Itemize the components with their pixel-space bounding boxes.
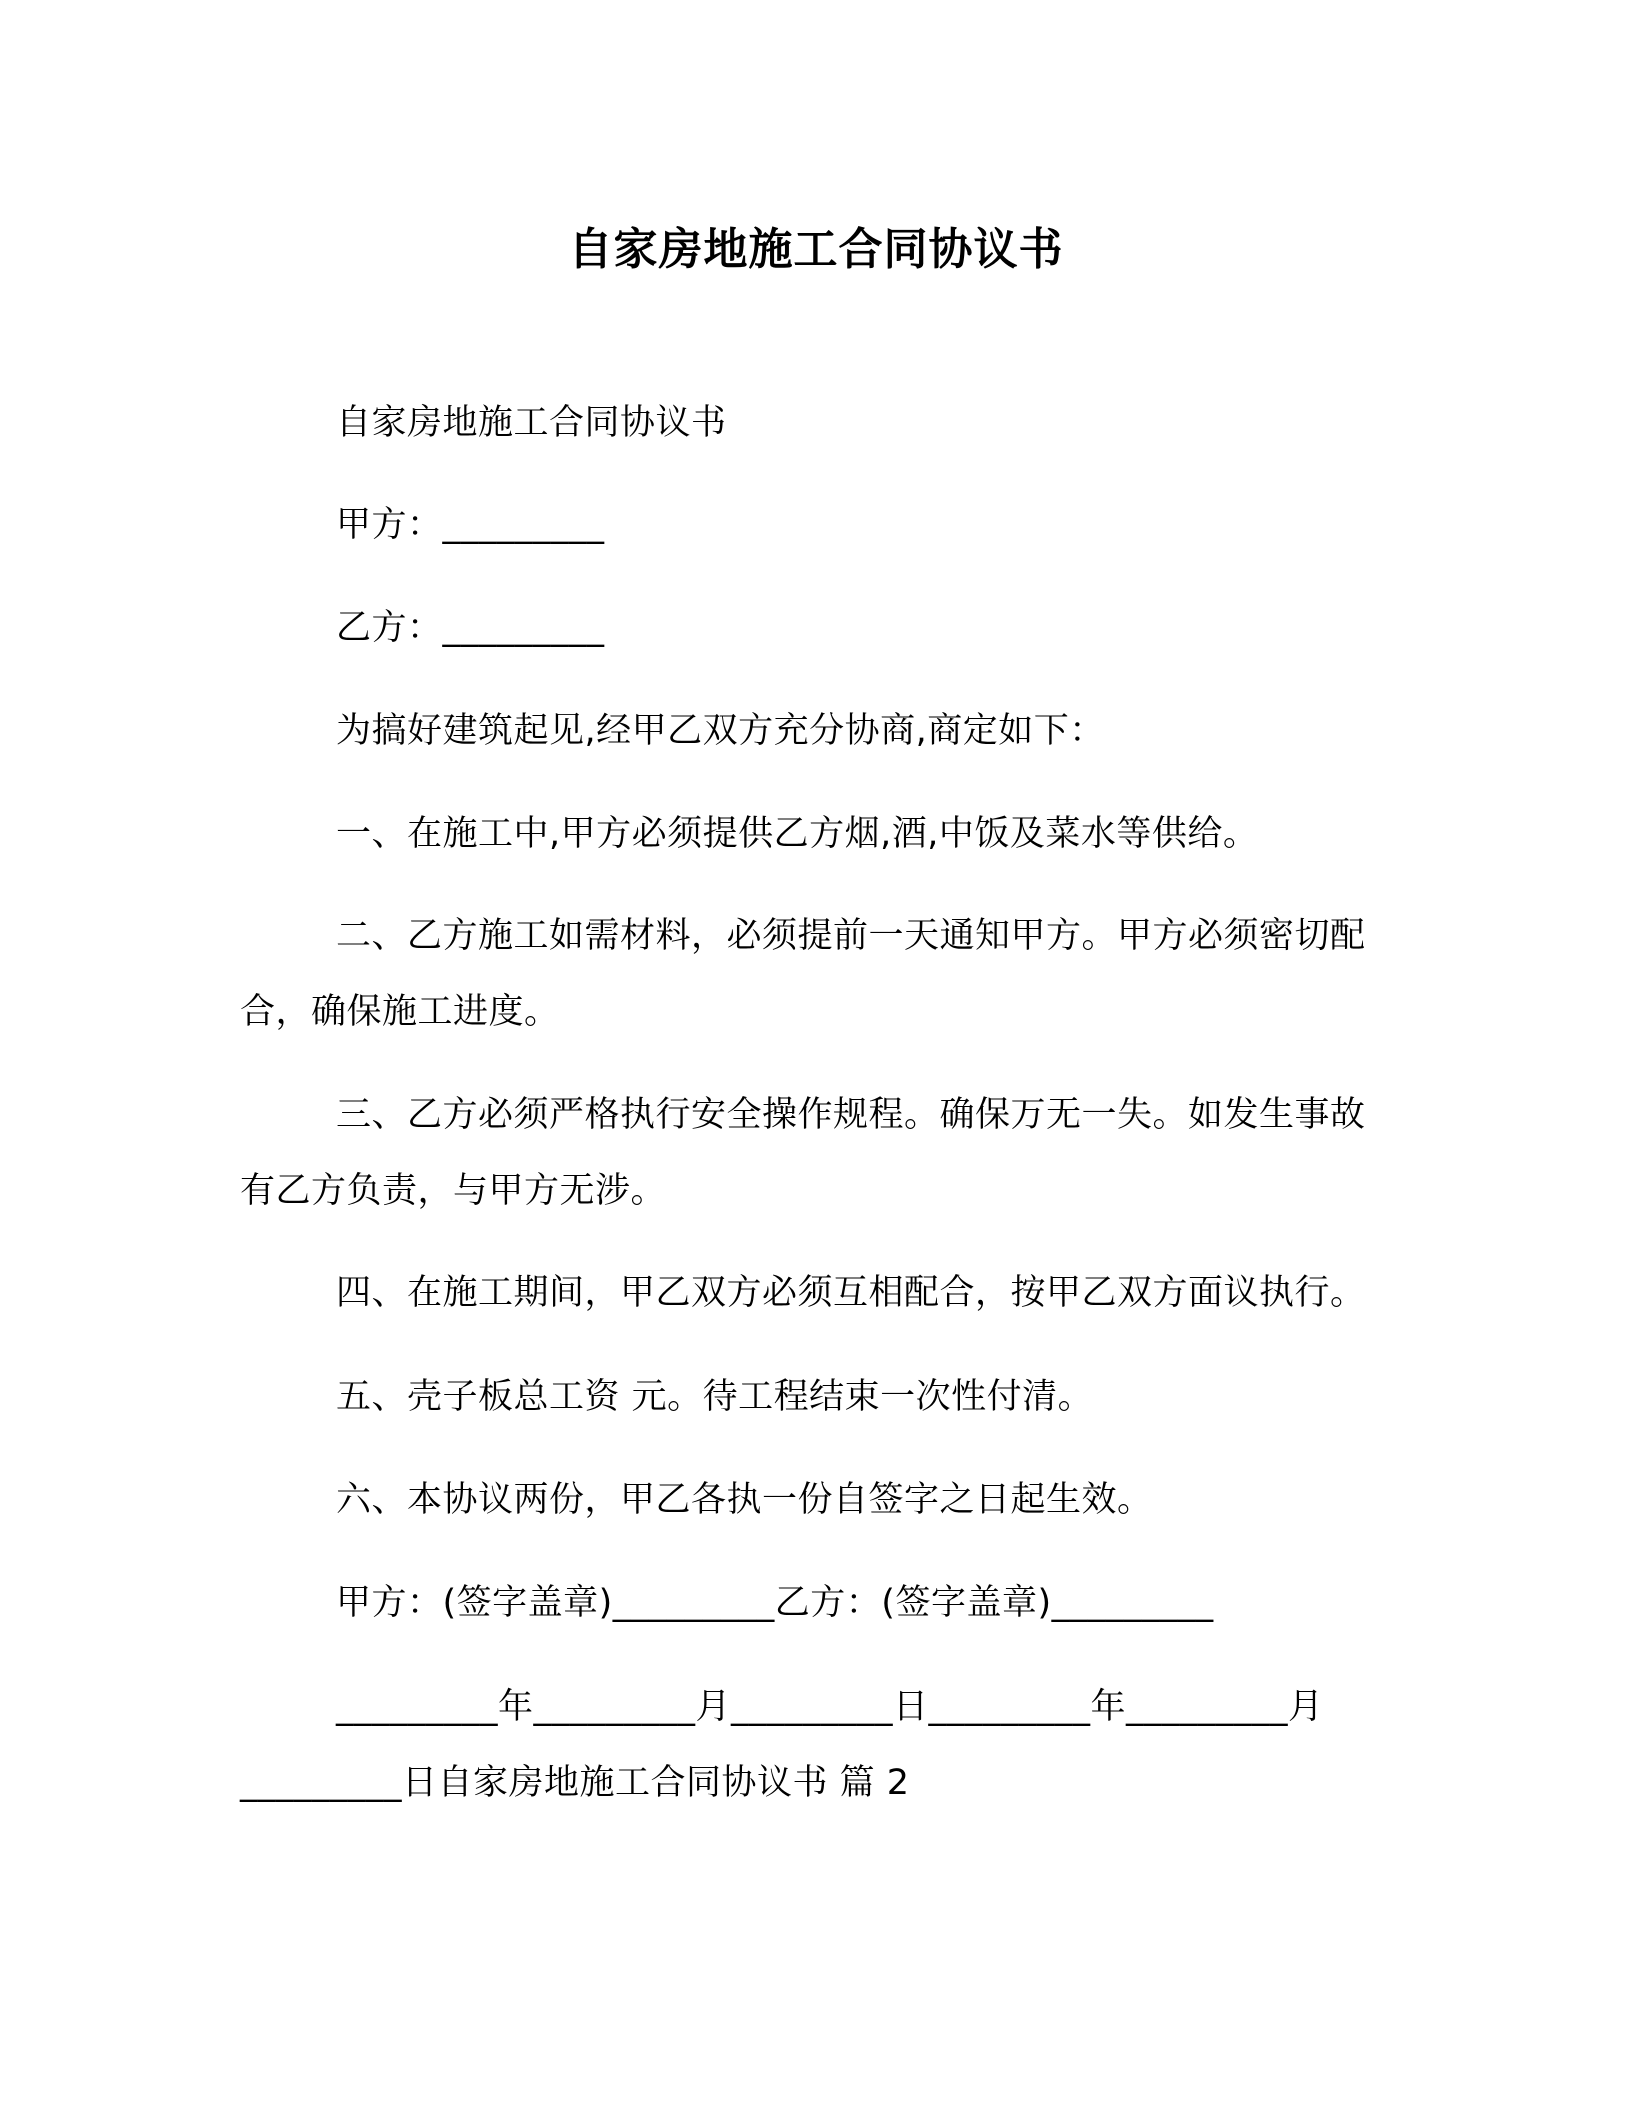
preamble-text: 为搞好建筑起见,经甲乙双方充分协商,商定如下：: [336, 711, 1105, 751]
clause-3: 三、乙方必须严格执行安全操作规程。确保万无一失。如发生事故有乙方负责，与甲方无涉。: [240, 1095, 1366, 1211]
document-subtitle: 自家房地施工合同协议书: [336, 403, 727, 443]
date-line: _________年_________月_________日_________年_________月_________日自家房地施工合同协议书 篇 2: [240, 1687, 1324, 1803]
signature-line: 甲方：(签字盖章)_________乙方：(签字盖章)_________: [336, 1583, 1214, 1623]
clause-2: 二、乙方施工如需材料，必须提前一天通知甲方。甲方必须密切配合，确保施工进度。: [240, 916, 1366, 1032]
clause-6: 六、本协议两份，甲乙各执一份自签字之日起生效。: [336, 1480, 1153, 1520]
party-b-line: 乙方：_________: [336, 608, 605, 648]
clause-5: 五、壳子板总工资 元。待工程结束一次性付清。: [336, 1377, 1094, 1417]
document-title: 自家房地施工合同协议书: [568, 224, 1064, 275]
clause-1: 一、在施工中,甲方必须提供乙方烟,酒,中饭及菜水等供给。: [336, 814, 1259, 854]
clause-4: 四、在施工期间，甲乙双方必须互相配合，按甲乙双方面议执行。: [336, 1273, 1366, 1313]
party-a-line: 甲方：_________: [336, 505, 605, 545]
